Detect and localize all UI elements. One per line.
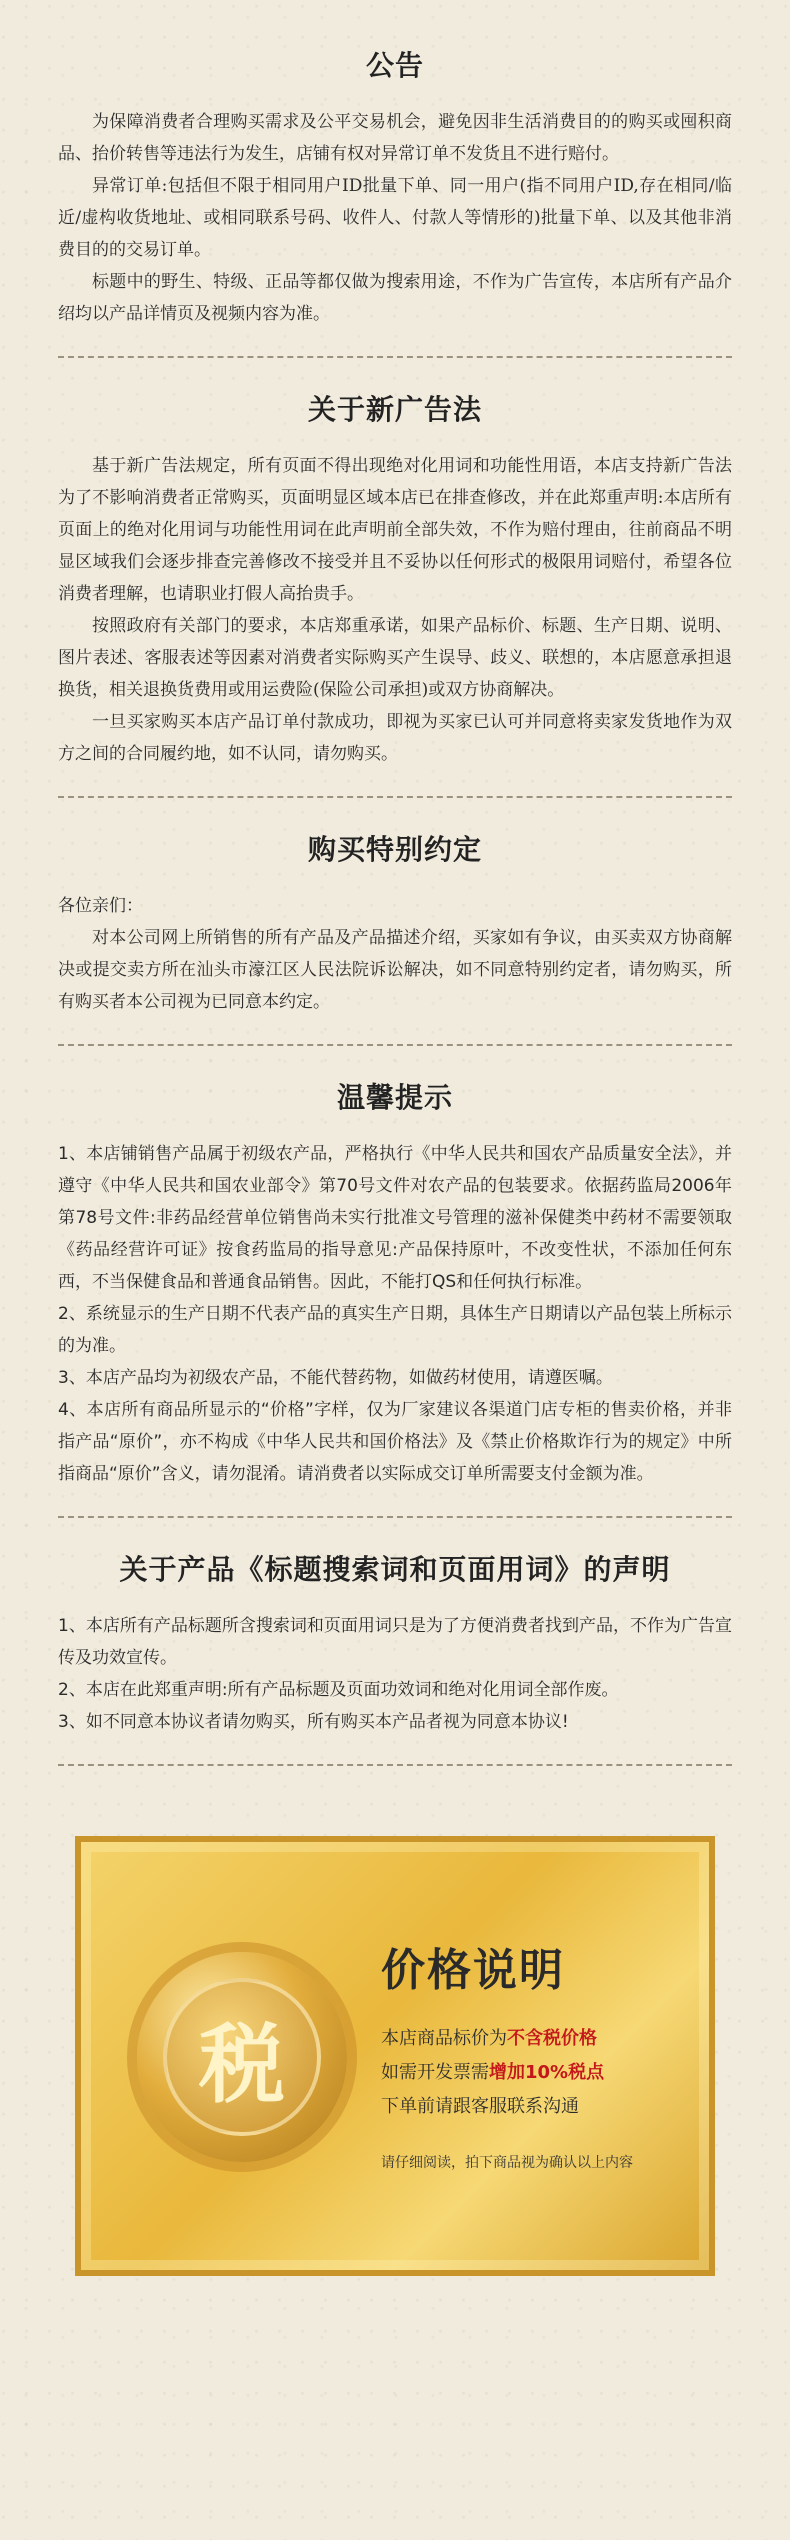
declaration-item-3: 3、如不同意本协议者请勿购买，所有购买本产品者视为同意本协议! — [58, 1712, 569, 1732]
tips-item-4: 4、本店所有商品所显示的“价格”字样，仅为厂家建议各渠道门店专柜的售卖价格，并非指产品“原价”，亦不构成《中华人民共和国价格法》及《禁止价格欺诈行为的规定》中所指商品“原价”含义，请勿混淆。请消费者以实际成交订单所需要支付金额为准。 — [58, 1400, 732, 1484]
new-ad-law-paragraph-3: 一旦买家购买本店产品订单付款成功，即视为买家已认可并同意将卖家发货地作为双方之间的合同履约地，如不认同，请勿购买。 — [58, 712, 732, 764]
price-line-2-highlight: 增加10%税点 — [489, 2062, 605, 2083]
price-line-2-prefix: 如需开发票需 — [381, 2062, 489, 2083]
special-agreement-title: 购买特别约定 — [307, 833, 482, 866]
tax-seal-inner — [163, 1978, 321, 2136]
new-ad-law-title: 关于新广告法 — [307, 393, 482, 426]
special-agreement-paragraph: 对本公司网上所销售的所有产品及产品描述介绍，买家如有争议，由买卖双方协商解决或提交卖方所在汕头市濠江区人民法院诉讼解决，如不同意特别约定者，请勿购买，所有购买者本公司视为已同意本约定。 — [58, 928, 732, 1012]
tips-item-1: 1、本店铺销售产品属于初级农产品，严格执行《中华人民共和国农产品质量安全法》，并遵守《中华人民共和国农业部令》第70号文件对农产品的包装要求。依据药监局2006年第78号文件:非药品经营单位销售尚未实行批准文号管理的滋补保健类中药材不需要领取《药品经营许可证》按食药监局的指导意见:产品保持原叶，不改变性状，不添加任何东西，不当保健食品和普通食品销售。因此，不能打QS和任何执行标准。 — [58, 1144, 732, 1292]
announcement-paragraph-2: 异常订单:包括但不限于相同用户ID批量下单、同一用户(指不同用户ID,存在相同/临近/虚构收货地址、或相同联系号码、收件人、付款人等情形的)批量下单、以及其他非消费目的的交易订单。 — [58, 176, 732, 260]
section-divider — [58, 1516, 732, 1518]
tips-item-3: 3、本店产品均为初级农产品，不能代替药物，如做药材使用，请遵医嘱。 — [58, 1368, 613, 1388]
price-explanation-card — [75, 1836, 715, 2276]
tax-seal-character: 税 — [199, 2014, 285, 2115]
tax-seal-icon — [137, 1952, 347, 2162]
price-line-1 — [381, 2022, 604, 2056]
declaration-item-2: 2、本店在此郑重声明:所有产品标题及页面功效词和绝对化用词全部作废。 — [58, 1680, 619, 1700]
price-card-note: 请仔细阅读，拍下商品视为确认以上内容 — [381, 2155, 633, 2171]
new-ad-law-paragraph-1: 基于新广告法规定，所有页面不得出现绝对化用词和功能性用语，本店支持新广告法为了不影响消费者正常购买，页面明显区域本店已在排查修改，并在此郑重声明:本店所有页面上的绝对化用词与功能性用词在此声明前全部失效，不作为赔付理由，往前商品不明显区域我们会逐步排查完善修改不接受并且不妥协以任何形式的极限用词赔付，希望各位消费者理解，也请职业打假人高抬贵手。 — [58, 456, 732, 604]
announcement-paragraph-1: 为保障消费者合理购买需求及公平交易机会，避免因非生活消费目的的购买或囤积商品、抬价转售等违法行为发生，店铺有权对异常订单不发货且不进行赔付。 — [58, 112, 732, 164]
section-divider — [58, 1044, 732, 1046]
section-divider — [58, 1764, 732, 1766]
price-card-title: 价格说明 — [381, 1945, 565, 1996]
new-ad-law-section — [58, 388, 732, 770]
new-ad-law-paragraph-2: 按照政府有关部门的要求，本店郑重承诺，如果产品标价、标题、生产日期、说明、图片表述、客服表述等因素对消费者实际购买产生误导、歧义、联想的，本店愿意承担退换货，相关退换货费用或用运费险(保险公司承担)或双方协商解决。 — [58, 616, 732, 700]
special-agreement-greeting: 各位亲们： — [58, 896, 143, 916]
declaration-section — [58, 1548, 732, 1738]
price-line-1-prefix: 本店商品标价为 — [381, 2028, 507, 2049]
announcement-section — [58, 44, 732, 330]
declaration-item-1: 1、本店所有产品标题所含搜索词和页面用词只是为了方便消费者找到产品，不作为广告宣传及功效宣传。 — [58, 1616, 732, 1668]
price-line-1-highlight: 不含税价格 — [507, 2028, 597, 2049]
special-agreement-section — [58, 828, 732, 1018]
announcement-paragraph-3: 标题中的野生、特级、正品等都仅做为搜索用途，不作为广告宣传，本店所有产品介绍均以产品详情页及视频内容为准。 — [58, 272, 732, 324]
tips-section — [58, 1076, 732, 1490]
announcement-title: 公告 — [365, 49, 424, 82]
section-divider — [58, 356, 732, 358]
price-line-3: 下单前请跟客服联系沟通 — [381, 2096, 579, 2117]
price-card-lines — [381, 2022, 604, 2124]
tips-item-2: 2、系统显示的生产日期不代表产品的真实生产日期，具体生产日期请以产品包装上所标示的为准。 — [58, 1304, 732, 1356]
tips-title: 温馨提示 — [336, 1081, 453, 1114]
price-line-2 — [381, 2056, 604, 2090]
section-divider — [58, 796, 732, 798]
declaration-title: 关于产品《标题搜索词和页面用词》的声明 — [119, 1553, 671, 1586]
